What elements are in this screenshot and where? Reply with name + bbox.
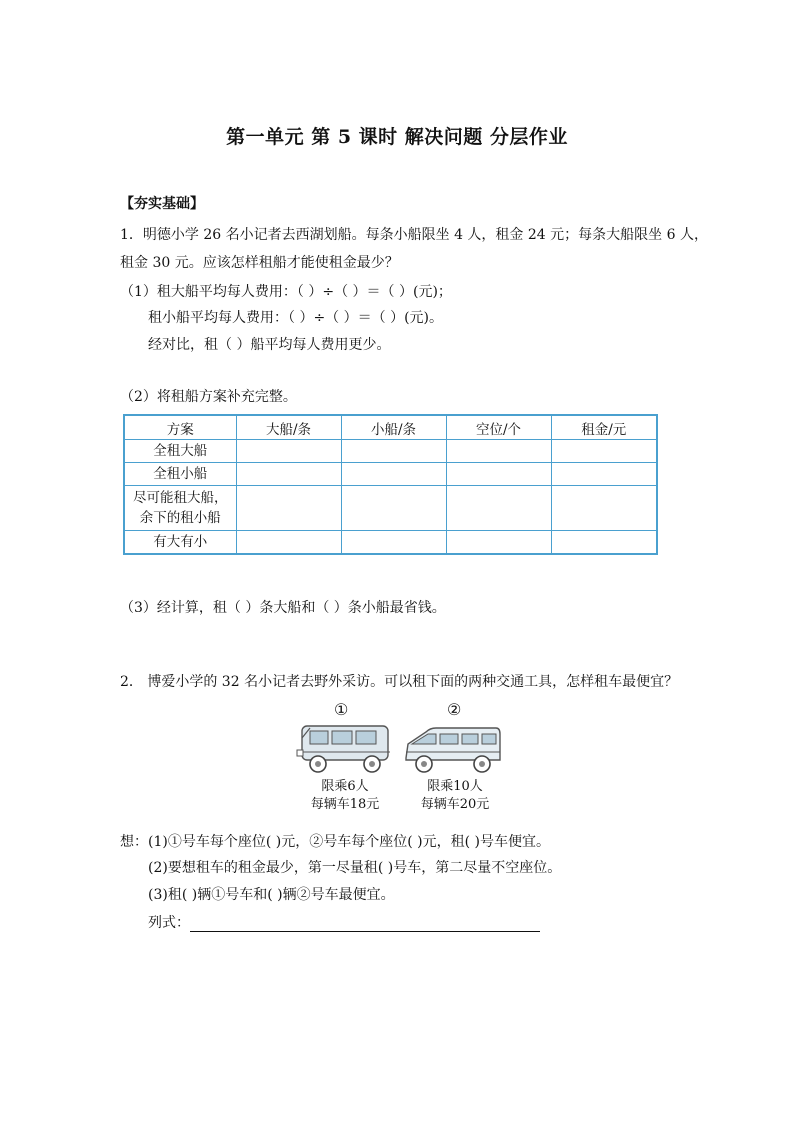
header-plan: 方案 bbox=[124, 415, 236, 440]
vehicle1-price: 每辆车18元 bbox=[310, 797, 380, 812]
q1-text-line1: 1．明德小学 26 名小记者去西湖划船。每条小船限坐 4 人，租金 24 元；每条大船限坐 6 人， bbox=[120, 227, 708, 243]
formula-answer-line[interactable] bbox=[190, 916, 540, 932]
header-rent: 租金/元 bbox=[551, 415, 657, 440]
q1-part3-result: （3）经计算，租（ ）条大船和（ ）条小船最省钱。 bbox=[120, 600, 446, 616]
page-title: 第一单元 第 5 课时 解决问题 分层作业 bbox=[226, 126, 568, 148]
minibus-icon bbox=[402, 722, 504, 775]
q1-text-line2: 租金 30 元。应该怎样租船才能使租金最少？ bbox=[120, 255, 399, 271]
vehicle1-mark: ① bbox=[334, 700, 349, 719]
answer-cell[interactable] bbox=[446, 440, 551, 463]
answer-cell[interactable] bbox=[341, 463, 446, 486]
header-empty-seats: 空位/个 bbox=[446, 415, 551, 440]
table-row bbox=[124, 531, 657, 555]
q1-part1-compare: 经对比，租（ ）船平均每人费用更少。 bbox=[148, 337, 391, 353]
answer-cell[interactable] bbox=[551, 531, 657, 555]
answer-cell[interactable] bbox=[341, 440, 446, 463]
vehicle2-mark: ② bbox=[447, 700, 462, 719]
formula-label: 列式： bbox=[148, 915, 190, 931]
row-label: 有大有小 bbox=[124, 531, 236, 555]
row-label-line2: 余下的租小船 bbox=[139, 510, 221, 526]
vehicle2-limit: 限乘10人 bbox=[427, 779, 483, 794]
row-label: 全租小船 bbox=[124, 463, 236, 486]
vehicle1-limit: 限乘6人 bbox=[321, 779, 369, 794]
row-label: 全租大船 bbox=[124, 440, 236, 463]
answer-cell[interactable] bbox=[446, 463, 551, 486]
row-label-line1: 尽可能租大船， bbox=[133, 490, 228, 506]
q2-formula bbox=[148, 912, 540, 932]
q2-think-2: (2)要想租车的租金最少，第一尽量租( )号车，第二尽量不空座位。 bbox=[148, 860, 562, 876]
q1-part1-small-boat: 租小船平均每人费用：（ ）÷（ ）＝（ ）(元)。 bbox=[148, 310, 444, 326]
q2-think-3: (3)租( )辆①号车和( )辆②号车最便宜。 bbox=[148, 887, 395, 903]
answer-cell[interactable] bbox=[446, 486, 551, 531]
table-row bbox=[124, 440, 657, 463]
header-small-boats: 小船/条 bbox=[341, 415, 446, 440]
answer-cell[interactable] bbox=[236, 440, 341, 463]
answer-cell[interactable] bbox=[236, 486, 341, 531]
answer-cell[interactable] bbox=[551, 486, 657, 531]
table-row bbox=[124, 463, 657, 486]
answer-cell[interactable] bbox=[446, 531, 551, 555]
q2-think-1: 想：(1)①号车每个座位( )元，②号车每个座位( )元，租( )号车便宜。 bbox=[120, 834, 550, 850]
vehicle-figure bbox=[290, 700, 510, 818]
row-label bbox=[124, 486, 236, 531]
header-large-boats: 大船/条 bbox=[236, 415, 341, 440]
answer-cell[interactable] bbox=[341, 531, 446, 555]
vehicle2-price: 每辆车20元 bbox=[420, 797, 490, 812]
van-icon bbox=[296, 720, 394, 775]
answer-cell[interactable] bbox=[551, 463, 657, 486]
answer-cell[interactable] bbox=[236, 531, 341, 555]
section-label: 【夯实基础】 bbox=[120, 196, 204, 212]
q2-text-line1: 2． 博爱小学的 32 名小记者去野外采访。可以租下面的两种交通工具，怎样租车最便宜？ bbox=[120, 674, 679, 690]
answer-cell[interactable] bbox=[551, 440, 657, 463]
answer-cell[interactable] bbox=[236, 463, 341, 486]
q1-part2-prompt: （2）将租船方案补充完整。 bbox=[120, 389, 297, 405]
table-row bbox=[124, 486, 657, 531]
table-header-row bbox=[124, 415, 657, 440]
answer-cell[interactable] bbox=[341, 486, 446, 531]
q1-part1-large-boat: （1）租大船平均每人费用：（ ）÷（ ）＝（ ）(元)； bbox=[120, 284, 452, 300]
boat-plan-table bbox=[123, 414, 658, 555]
